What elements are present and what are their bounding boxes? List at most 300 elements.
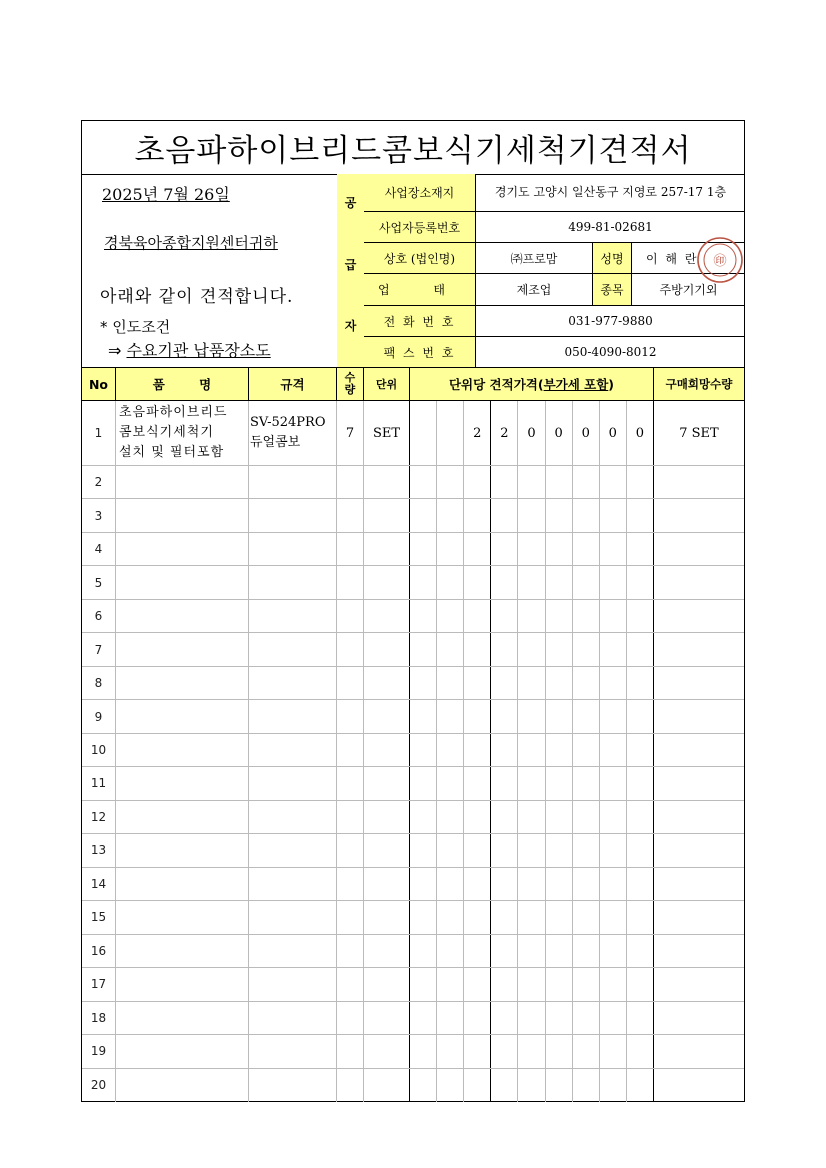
row-price-digit bbox=[518, 868, 545, 900]
row-price-digit bbox=[437, 566, 464, 598]
row-price-digit bbox=[546, 600, 573, 632]
row-price-digit bbox=[491, 533, 518, 565]
row-price-digit bbox=[573, 968, 600, 1000]
row-price-digit bbox=[600, 868, 627, 900]
row-no: 12 bbox=[82, 801, 116, 833]
row-price-digit bbox=[410, 968, 437, 1000]
row-qty bbox=[337, 935, 364, 967]
row-no: 14 bbox=[82, 868, 116, 900]
row-item bbox=[116, 633, 249, 665]
row-price-digit bbox=[546, 767, 573, 799]
row-wish-qty bbox=[654, 533, 744, 565]
row-price-digit bbox=[464, 968, 491, 1000]
col-wish-qty: 구매희망수량 bbox=[665, 377, 733, 391]
row-price-digit bbox=[437, 533, 464, 565]
row-price-digit bbox=[518, 935, 545, 967]
row-price-digit bbox=[464, 868, 491, 900]
row-qty bbox=[337, 533, 364, 565]
row-qty bbox=[337, 700, 364, 732]
bizno-value: 499-81-02681 bbox=[568, 220, 653, 234]
table-row bbox=[82, 633, 744, 666]
row-price-digit bbox=[410, 801, 437, 833]
row-qty bbox=[337, 667, 364, 699]
row-price-digit bbox=[518, 466, 545, 498]
row-unit bbox=[364, 901, 410, 933]
row-price-digit bbox=[410, 767, 437, 799]
row-spec bbox=[249, 600, 337, 632]
company-seal-icon bbox=[695, 235, 745, 285]
row-price-digit bbox=[546, 533, 573, 565]
row-price-digit bbox=[600, 566, 627, 598]
row-price-digit bbox=[627, 834, 654, 866]
row-price-digit bbox=[600, 935, 627, 967]
fax-value: 050-4090-8012 bbox=[564, 345, 657, 359]
row-no: 20 bbox=[82, 1069, 116, 1102]
arrow-icon: ⇒ bbox=[108, 341, 122, 360]
row-qty bbox=[337, 734, 364, 766]
row-unit bbox=[364, 533, 410, 565]
col-price-prefix: 단위당 견적가격( bbox=[448, 377, 544, 392]
row-price-digit bbox=[437, 600, 464, 632]
row-qty bbox=[337, 600, 364, 632]
row-qty bbox=[337, 1069, 364, 1102]
row-unit bbox=[364, 968, 410, 1000]
row-item bbox=[116, 901, 249, 933]
row-no: 7 bbox=[82, 633, 116, 665]
row-no: 9 bbox=[82, 700, 116, 732]
row-price-digit bbox=[546, 466, 573, 498]
row-unit bbox=[364, 667, 410, 699]
row-price-digit bbox=[627, 801, 654, 833]
row-price-digit bbox=[573, 767, 600, 799]
row-price-digit bbox=[600, 667, 627, 699]
row-price-digit bbox=[464, 600, 491, 632]
row-price-digit bbox=[518, 633, 545, 665]
row-wish-qty bbox=[654, 901, 744, 933]
row-price-digit bbox=[546, 968, 573, 1000]
col-price bbox=[410, 368, 654, 400]
row-price-digit bbox=[600, 466, 627, 498]
table-row bbox=[82, 1069, 744, 1102]
row-price-digit bbox=[410, 700, 437, 732]
row-price-digit bbox=[491, 633, 518, 665]
row-price-digit bbox=[518, 901, 545, 933]
row-unit bbox=[364, 834, 410, 866]
row-price-digit bbox=[464, 1035, 491, 1067]
row-price-digit bbox=[627, 600, 654, 632]
table-body bbox=[82, 401, 744, 1102]
row-item bbox=[116, 935, 249, 967]
row-price-digit bbox=[573, 734, 600, 766]
row-price-digit bbox=[491, 1069, 518, 1102]
row-qty bbox=[337, 868, 364, 900]
row-no: 8 bbox=[82, 667, 116, 699]
row-qty bbox=[337, 834, 364, 866]
row-wish-qty bbox=[654, 566, 744, 598]
row-price-digit bbox=[627, 667, 654, 699]
row-wish-qty bbox=[654, 801, 744, 833]
row-no: 18 bbox=[82, 1002, 116, 1034]
row-unit bbox=[364, 466, 410, 498]
row-price-digit bbox=[491, 1002, 518, 1034]
row-price-digit bbox=[627, 935, 654, 967]
row-price-digit bbox=[573, 1002, 600, 1034]
row-price-digit bbox=[627, 533, 654, 565]
row-price-digit bbox=[546, 1035, 573, 1067]
phone-label: 전 화 번 호 bbox=[364, 306, 476, 336]
row-price-digit bbox=[627, 734, 654, 766]
row-price-digit bbox=[491, 935, 518, 967]
item-value: 주방기기외 bbox=[659, 283, 718, 297]
row-price-digit bbox=[437, 499, 464, 531]
row-price-digit bbox=[410, 935, 437, 967]
row-item bbox=[116, 1069, 249, 1102]
row-item bbox=[116, 868, 249, 900]
row-price-digit bbox=[437, 901, 464, 933]
row-price-digit bbox=[464, 499, 491, 531]
row-wish-qty bbox=[654, 499, 744, 531]
row-price-digit bbox=[410, 834, 437, 866]
type-label-text: 업 태 bbox=[378, 283, 445, 297]
row-price-digit bbox=[518, 734, 545, 766]
row-price-digit bbox=[410, 533, 437, 565]
row-item bbox=[116, 499, 249, 531]
row-price-digit bbox=[546, 935, 573, 967]
row-wish-qty bbox=[654, 767, 744, 799]
row-price-digit bbox=[600, 901, 627, 933]
row-price-digit bbox=[437, 633, 464, 665]
row-qty bbox=[337, 499, 364, 531]
row-price-digit bbox=[437, 700, 464, 732]
row-price-digit bbox=[573, 935, 600, 967]
supplier-info bbox=[364, 174, 745, 367]
row-price-digit bbox=[518, 834, 545, 866]
row-unit bbox=[364, 1035, 410, 1067]
row-qty bbox=[337, 767, 364, 799]
row-price-digit bbox=[600, 600, 627, 632]
row-item bbox=[116, 667, 249, 699]
row-price-digit bbox=[437, 1069, 464, 1102]
row-price-digit bbox=[600, 1035, 627, 1067]
row-spec bbox=[249, 700, 337, 732]
row-price-digit bbox=[546, 901, 573, 933]
row-no: 3 bbox=[82, 499, 116, 531]
row-price-digit bbox=[600, 834, 627, 866]
row-price-digit bbox=[464, 633, 491, 665]
row-price-digit bbox=[518, 533, 545, 565]
row-price-digit bbox=[464, 935, 491, 967]
row-price-digit bbox=[437, 401, 464, 465]
row-price-digit bbox=[464, 734, 491, 766]
row-price-digit bbox=[491, 868, 518, 900]
table-row bbox=[82, 801, 744, 834]
row-wish-qty bbox=[654, 868, 744, 900]
row-price-digit bbox=[464, 901, 491, 933]
row-spec bbox=[249, 566, 337, 598]
row-price-digit bbox=[627, 466, 654, 498]
supplier-row-phone bbox=[364, 306, 745, 337]
supplier-side-char: 급 bbox=[344, 258, 357, 272]
row-price-digit bbox=[437, 834, 464, 866]
row-item bbox=[116, 466, 249, 498]
row-price-digit bbox=[627, 566, 654, 598]
row-spec bbox=[249, 499, 337, 531]
row-price-digit bbox=[437, 935, 464, 967]
row-price-digit: 0 bbox=[627, 401, 654, 465]
row-price-digit bbox=[627, 499, 654, 531]
delivery-place-line bbox=[108, 338, 271, 361]
row-price-digit bbox=[464, 667, 491, 699]
row-wish-qty bbox=[654, 1069, 744, 1102]
row-price-digit bbox=[464, 834, 491, 866]
row-unit bbox=[364, 600, 410, 632]
row-spec: SV-524PRO 듀얼콤보 bbox=[249, 401, 337, 465]
row-item: 초음파하이브리드 콤보식기세척기 설치 및 필터포함 bbox=[116, 401, 249, 465]
table-row bbox=[82, 600, 744, 633]
table-row bbox=[82, 566, 744, 599]
document-title: 초음파하이브리드콤보식기세척기견적서 bbox=[82, 121, 744, 175]
row-price-digit bbox=[600, 801, 627, 833]
row-price-digit bbox=[600, 1002, 627, 1034]
row-price-digit bbox=[627, 1069, 654, 1102]
row-wish-qty bbox=[654, 968, 744, 1000]
row-price-digit bbox=[546, 734, 573, 766]
row-price-digit bbox=[573, 566, 600, 598]
row-item bbox=[116, 566, 249, 598]
row-wish-qty bbox=[654, 667, 744, 699]
quote-message: 아래와 같이 견적합니다. bbox=[100, 287, 294, 307]
table-row bbox=[82, 499, 744, 532]
row-qty bbox=[337, 901, 364, 933]
row-price-digit bbox=[491, 801, 518, 833]
row-price-digit bbox=[600, 1069, 627, 1102]
row-price-digit bbox=[410, 1002, 437, 1034]
row-price-digit bbox=[410, 734, 437, 766]
row-price-digit bbox=[410, 667, 437, 699]
row-item bbox=[116, 834, 249, 866]
row-price-digit bbox=[518, 700, 545, 732]
row-spec bbox=[249, 734, 337, 766]
table-row bbox=[82, 533, 744, 566]
row-price-digit bbox=[518, 566, 545, 598]
row-price-digit bbox=[410, 1035, 437, 1067]
row-spec bbox=[249, 1069, 337, 1102]
row-qty bbox=[337, 1002, 364, 1034]
row-spec bbox=[249, 968, 337, 1000]
row-price-digit bbox=[464, 533, 491, 565]
quotation-sheet bbox=[81, 120, 745, 1102]
row-spec bbox=[249, 667, 337, 699]
company-value: ㈜프로맘 bbox=[476, 243, 593, 273]
table-row bbox=[82, 1035, 744, 1068]
row-price-digit bbox=[627, 1002, 654, 1034]
row-price-digit bbox=[546, 499, 573, 531]
type-value: 제조업 bbox=[476, 274, 593, 305]
row-item bbox=[116, 1002, 249, 1034]
row-item bbox=[116, 968, 249, 1000]
col-no: No bbox=[82, 368, 116, 400]
address-value: 경기도 고양시 일산동구 지영로 257-17 1층 bbox=[494, 185, 727, 199]
row-no: 1 bbox=[82, 401, 116, 465]
row-price-digit bbox=[491, 600, 518, 632]
table-row bbox=[82, 401, 744, 466]
row-wish-qty: 7 SET bbox=[679, 425, 719, 441]
row-price-digit bbox=[546, 1002, 573, 1034]
row-price-digit bbox=[491, 466, 518, 498]
row-item bbox=[116, 1035, 249, 1067]
supplier-row-bizno bbox=[364, 212, 745, 243]
row-price-digit bbox=[518, 1069, 545, 1102]
row-price-digit bbox=[410, 499, 437, 531]
row-price-digit: 0 bbox=[518, 401, 545, 465]
row-price-digit bbox=[627, 633, 654, 665]
col-item: 품 명 bbox=[116, 368, 249, 400]
row-price-digit bbox=[573, 600, 600, 632]
row-price-digit bbox=[573, 533, 600, 565]
table-row bbox=[82, 834, 744, 867]
row-price-digit bbox=[464, 801, 491, 833]
row-price-digit bbox=[518, 801, 545, 833]
row-no: 16 bbox=[82, 935, 116, 967]
table-row bbox=[82, 968, 744, 1001]
row-no: 19 bbox=[82, 1035, 116, 1067]
row-item bbox=[116, 533, 249, 565]
recipient: 경북육아종합지원센터귀하 bbox=[104, 234, 278, 252]
row-unit: SET bbox=[364, 401, 410, 465]
row-spec bbox=[249, 868, 337, 900]
row-price-digit bbox=[573, 466, 600, 498]
row-price-digit bbox=[464, 1002, 491, 1034]
col-price-vat: 부가세 포함 bbox=[543, 377, 609, 392]
row-price-digit bbox=[546, 700, 573, 732]
row-qty bbox=[337, 968, 364, 1000]
row-qty bbox=[337, 633, 364, 665]
row-qty: 7 bbox=[337, 401, 364, 465]
row-price-digit bbox=[491, 968, 518, 1000]
row-price-digit bbox=[437, 767, 464, 799]
table-row bbox=[82, 700, 744, 733]
table-row bbox=[82, 935, 744, 968]
row-spec bbox=[249, 1002, 337, 1034]
row-spec bbox=[249, 1035, 337, 1067]
row-price-digit bbox=[437, 868, 464, 900]
row-wish-qty bbox=[654, 1002, 744, 1034]
row-price-digit bbox=[600, 499, 627, 531]
row-price-digit bbox=[627, 868, 654, 900]
row-price-digit bbox=[491, 734, 518, 766]
row-price-digit bbox=[627, 700, 654, 732]
row-qty bbox=[337, 566, 364, 598]
table-row bbox=[82, 466, 744, 499]
row-wish-qty bbox=[654, 466, 744, 498]
delivery-place: 수요기관 납품장소도 bbox=[126, 341, 271, 360]
row-price-digit bbox=[410, 466, 437, 498]
row-item bbox=[116, 801, 249, 833]
fax-label: 팩 스 번 호 bbox=[364, 337, 476, 367]
row-spec bbox=[249, 801, 337, 833]
address-label: 사업장소재지 bbox=[364, 174, 476, 211]
row-price-digit bbox=[573, 868, 600, 900]
row-price-digit bbox=[410, 868, 437, 900]
name-label: 성명 bbox=[593, 243, 632, 273]
row-price-digit bbox=[410, 600, 437, 632]
row-price-digit bbox=[491, 834, 518, 866]
supplier-side-char: 공 bbox=[344, 196, 357, 210]
col-qty-2: 량 bbox=[344, 383, 356, 396]
row-wish-qty bbox=[654, 935, 744, 967]
row-price-digit bbox=[464, 767, 491, 799]
row-wish-qty bbox=[654, 633, 744, 665]
row-price-digit bbox=[573, 700, 600, 732]
row-price-digit bbox=[546, 834, 573, 866]
row-price-digit bbox=[546, 633, 573, 665]
row-wish-qty bbox=[654, 834, 744, 866]
row-wish-qty bbox=[654, 700, 744, 732]
table-row bbox=[82, 901, 744, 934]
bizno-label: 사업자등록번호 bbox=[364, 212, 476, 242]
row-price-digit bbox=[491, 901, 518, 933]
row-price-digit bbox=[546, 667, 573, 699]
row-no: 5 bbox=[82, 566, 116, 598]
row-price-digit bbox=[464, 566, 491, 598]
delivery-condition: * 인도조건 bbox=[100, 318, 171, 336]
row-price-digit bbox=[546, 1069, 573, 1102]
row-price-digit bbox=[464, 466, 491, 498]
row-price-digit bbox=[627, 968, 654, 1000]
row-qty bbox=[337, 1035, 364, 1067]
row-price-digit bbox=[518, 1035, 545, 1067]
supplier-row-address bbox=[364, 174, 745, 212]
row-price-digit bbox=[437, 968, 464, 1000]
table-row bbox=[82, 667, 744, 700]
header-left-panel bbox=[82, 174, 338, 367]
row-unit bbox=[364, 734, 410, 766]
row-price-digit bbox=[518, 600, 545, 632]
row-unit bbox=[364, 633, 410, 665]
item-label: 종목 bbox=[593, 274, 632, 305]
row-price-digit bbox=[573, 801, 600, 833]
row-price-digit bbox=[437, 801, 464, 833]
row-item bbox=[116, 767, 249, 799]
row-price-digit bbox=[627, 901, 654, 933]
row-unit bbox=[364, 767, 410, 799]
col-qty-1: 수 bbox=[344, 371, 356, 384]
row-price-digit bbox=[600, 633, 627, 665]
row-spec bbox=[249, 901, 337, 933]
row-price-digit bbox=[546, 566, 573, 598]
row-unit bbox=[364, 499, 410, 531]
supplier-row-type bbox=[364, 274, 745, 306]
row-price-digit bbox=[410, 633, 437, 665]
row-price-digit bbox=[600, 968, 627, 1000]
row-unit bbox=[364, 1069, 410, 1102]
type-label bbox=[364, 274, 476, 305]
row-price-digit bbox=[573, 834, 600, 866]
row-no: 10 bbox=[82, 734, 116, 766]
row-no: 2 bbox=[82, 466, 116, 498]
row-unit bbox=[364, 868, 410, 900]
row-price-digit bbox=[410, 566, 437, 598]
row-price-digit bbox=[437, 734, 464, 766]
row-no: 11 bbox=[82, 767, 116, 799]
row-price-digit bbox=[573, 1035, 600, 1067]
col-unit: 단위 bbox=[364, 368, 410, 400]
row-price-digit bbox=[573, 633, 600, 665]
row-price-digit bbox=[518, 499, 545, 531]
row-price-digit bbox=[600, 533, 627, 565]
row-price-digit bbox=[437, 466, 464, 498]
row-unit bbox=[364, 700, 410, 732]
